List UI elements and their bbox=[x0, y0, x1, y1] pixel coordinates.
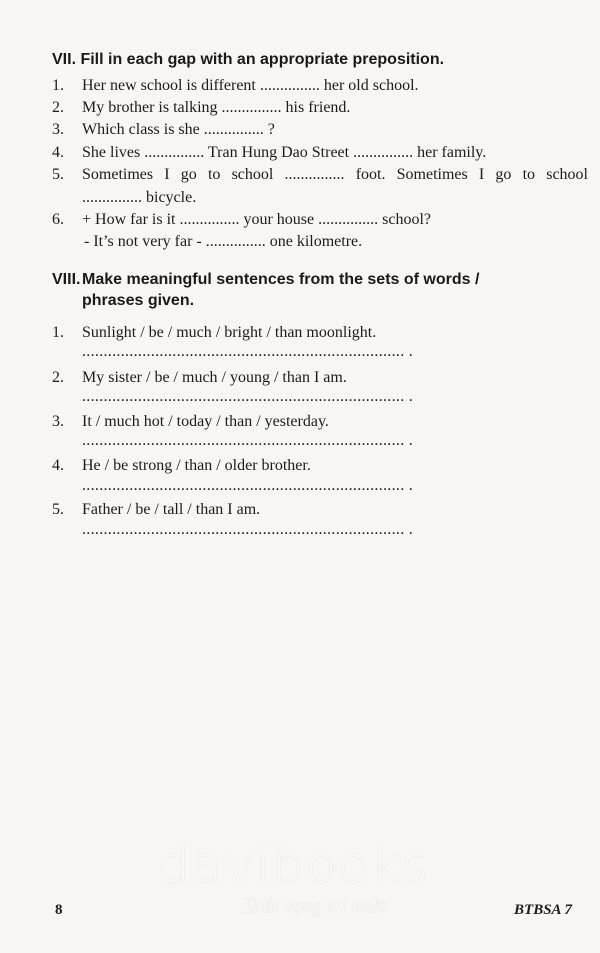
item-text: Her new school is different ............... her old school. bbox=[82, 77, 419, 94]
section-8-title-line-2: phrases given. bbox=[82, 292, 195, 309]
item-text: Which class is she ............... ? bbox=[82, 121, 275, 138]
section-8-heading bbox=[52, 269, 590, 311]
answer-line[interactable]: ........................................................................... . bbox=[82, 477, 414, 494]
answer-line[interactable]: ........................................................................... . bbox=[82, 521, 414, 538]
section-8-number: VIII. bbox=[52, 271, 81, 288]
item-text-continued: - It’s not very far - ............... one kilometre. bbox=[84, 233, 363, 250]
item-number: 5. bbox=[52, 166, 64, 183]
item-number: 5. bbox=[52, 501, 64, 518]
answer-line[interactable]: ........................................................................... . bbox=[82, 432, 414, 449]
item-text: Father / be / tall / than I am. bbox=[82, 501, 261, 518]
section-8-title-line-1: Make meaningful sentences from the sets of words / bbox=[82, 271, 480, 288]
page-number: 8 bbox=[55, 902, 63, 918]
section-7-heading: VII. Fill in each gap with an appropriate preposition. bbox=[52, 51, 445, 68]
item-text: She lives ............... Tran Hung Dao Street ............... her family. bbox=[82, 144, 487, 161]
item-number: 6. bbox=[52, 211, 64, 228]
item-number: 4. bbox=[52, 144, 64, 161]
item-text: My sister / be / much / young / than I am. bbox=[82, 369, 347, 386]
watermark-slogan: Khát vọng tri thức bbox=[240, 895, 388, 917]
item-text-continued: ............... bicycle. bbox=[82, 189, 197, 206]
item-number: 2. bbox=[52, 369, 64, 386]
item-number: 1. bbox=[52, 324, 64, 341]
watermark-brand: davibooks bbox=[158, 836, 430, 894]
item-number: 4. bbox=[52, 457, 64, 474]
item-text: It / much hot / today / than / yesterday. bbox=[82, 413, 329, 430]
answer-line[interactable]: ........................................................................... . bbox=[82, 388, 414, 405]
book-code: BTBSA 7 bbox=[514, 902, 572, 918]
item-text: Sometimes I go to school ............... foot. Sometimes I go to school bbox=[82, 166, 588, 183]
answer-line[interactable]: ........................................................................... . bbox=[82, 343, 414, 360]
item-text: He / be strong / than / older brother. bbox=[82, 457, 311, 474]
item-text: My brother is talking ............... his friend. bbox=[82, 99, 351, 116]
item-text: + How far is it ............... your house ............... school? bbox=[82, 211, 431, 228]
item-number: 2. bbox=[52, 99, 64, 116]
item-number: 3. bbox=[52, 413, 64, 430]
item-number: 1. bbox=[52, 77, 64, 94]
item-text: Sunlight / be / much / bright / than moonlight. bbox=[82, 324, 377, 341]
item-number: 3. bbox=[52, 121, 64, 138]
